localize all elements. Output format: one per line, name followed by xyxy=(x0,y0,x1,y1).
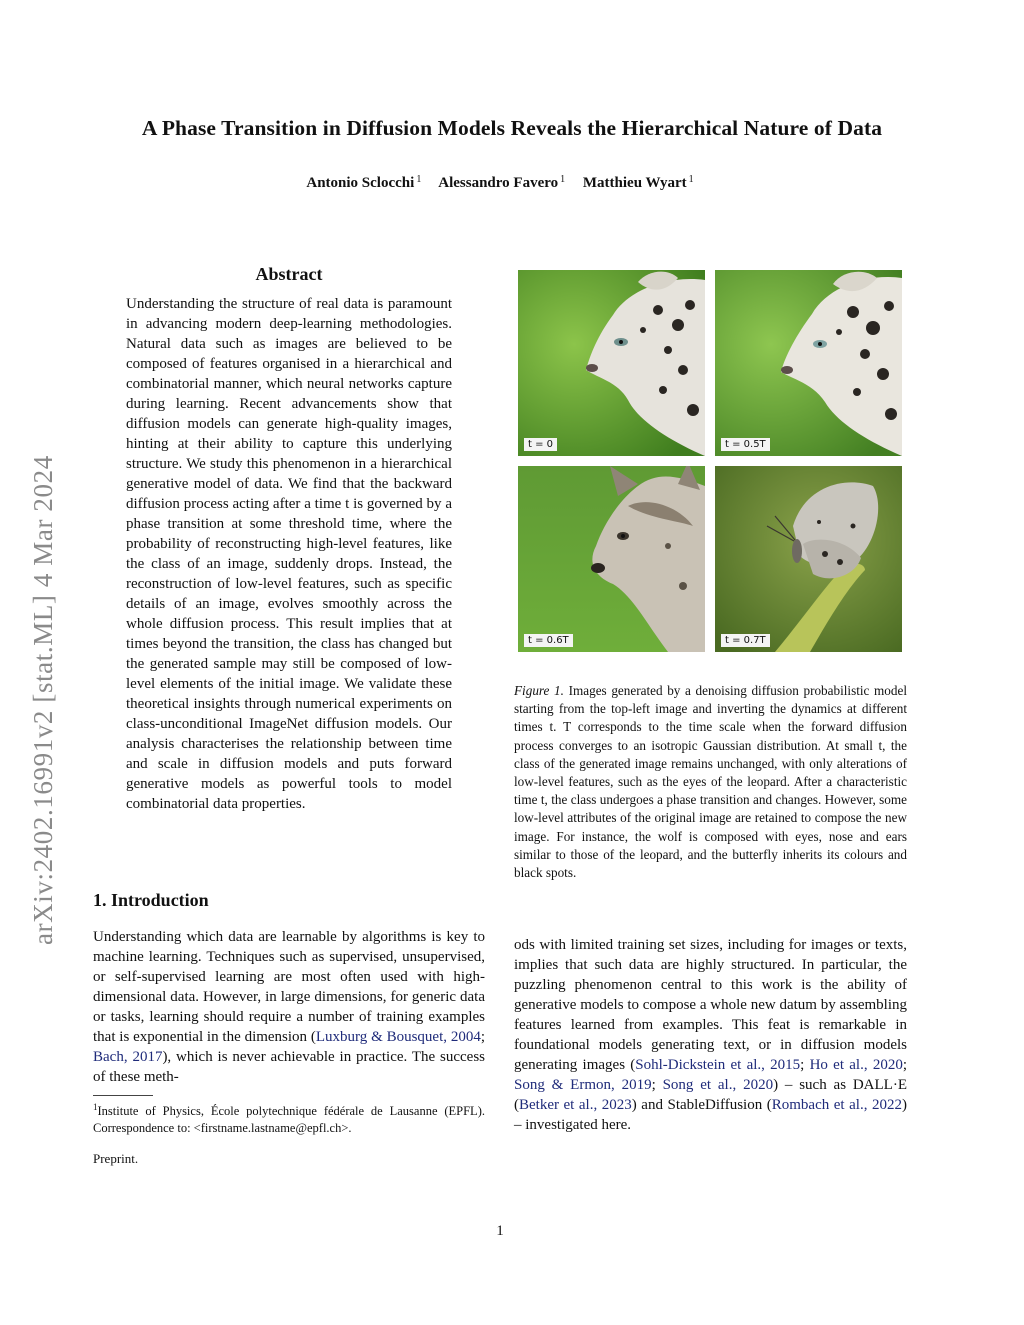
page-number: 1 xyxy=(496,1223,504,1239)
section-heading-introduction: 1. Introduction xyxy=(93,890,209,910)
citation-link[interactable]: Rombach et al., 2022 xyxy=(771,1097,903,1113)
citation-link[interactable]: Bach, 2017 xyxy=(93,1049,163,1065)
figure-panel-leopard xyxy=(518,270,705,456)
time-label: t = 0.7T xyxy=(721,634,770,647)
footnote: $^1$Institute of Physics, École polytechnique fédérale de Lausanne (EPFL). Correspondence to: <firstname.lastname@epfl.ch>. xyxy=(93,1102,485,1135)
author-name: Antonio Sclocchi xyxy=(306,175,415,191)
author-affiliation: 1 xyxy=(560,174,566,185)
author-list xyxy=(0,174,1000,192)
author-name: Alessandro Favero xyxy=(438,175,559,191)
citation-link[interactable]: Sohl-Dickstein et al., 2015 xyxy=(635,1057,801,1073)
footnote-rule xyxy=(93,1095,153,1096)
author-affiliation: 1 xyxy=(688,174,694,185)
intro-paragraph-left: Understanding which data are learnable by algorithms is key to machine learning. Techniques such as supervised, unsupervised, or self-supervised learning are most often used with high-dimensional data. However, in large dimensions, for generic data or tasks, learning should require a number of training examples that is exponential in the dimension (Luxburg & Bousquet, 2004; Bach, 2017), which is never achievable in practice. The success of these meth- xyxy=(93,929,486,1085)
abstract-text: Understanding the structure of real data is paramount in advancing modern deep-learning methodologies. Natural data such as images are believed to be composed of features organised in a hierarchical and combinatorial manner, which neural networks capture during learning. Recent advancements show that diffusion models can generate high-quality images, hinting at their ability to capture this underlying structure. We study this phenomenon in a hierarchical generative model of data. We find that the backward diffusion process acting after a time t is governed by a phase transition at some threshold time, where the probability of reconstructing high-level features, like the class of an image, suddenly drops. Instead, the reconstruction of low-level features, such as specific details of an image, evolves smoothly across the whole diffusion process. This result implies that at times beyond the transition, the class has changed but the generated sample may still be composed of low-level elements of the initial image. We validate these theoretical insights through numerical experiments on class-unconditional ImageNet diffusion models. Our analysis characterises the relationship between time and scale in diffusion models and puts forward generative models as powerful tools to model combinatorial data properties. xyxy=(126,296,452,812)
paper-title: A Phase Transition in Diffusion Models Reveals the Hierarchical Nature of Data xyxy=(141,116,883,140)
author-affiliation: 1 xyxy=(416,174,422,185)
time-label: t = 0.5T xyxy=(721,438,770,451)
time-label: t = 0 xyxy=(524,438,557,451)
author-name: Matthieu Wyart xyxy=(582,175,687,191)
citation-link[interactable]: Song & Ermon, 2019 xyxy=(514,1077,652,1093)
arxiv-stamp-text: arXiv:2402.16991v2 [stat.ML] 4 Mar 2024 xyxy=(28,455,58,945)
citation-link[interactable]: Ho et al., 2020 xyxy=(809,1057,903,1073)
intro-paragraph-right: ods with limited training set sizes, including for images or texts, implies that such data are highly structured. In particular, the puzzling phenomenon central to this work is the ability of generative models to compose a whole new datum by assembling features learned from examples. This feat is remarkable in foundational models generating text, or in diffusion models generating images (Sohl-Dickstein et al., 2015; Ho et al., 2020; Song & Ermon, 2019; Song et al., 2020) – such as DALL·E (Betker et al., 2023) and StableDiffusion (Rombach et al., 2022) – investigated here. xyxy=(514,937,908,1133)
figure-panel-butterfly xyxy=(715,466,902,652)
abstract-heading: Abstract xyxy=(255,264,323,284)
figure-1 xyxy=(518,270,902,652)
preprint-label: Preprint. xyxy=(93,1151,139,1166)
citation-link[interactable]: Song et al., 2020 xyxy=(662,1077,774,1093)
figure-panel-wolf xyxy=(518,466,705,652)
figure-caption: Figure 1. Images generated by a denoising diffusion probabilistic model starting from the top-left image and inverting the dynamics at different times t. T corresponds to the time scale when the forward diffusion process converges to an isotropic Gaussian distribution. At small t, the class of the generated image remains unchanged, with only alterations of low-level features, such as the eyes of the leopard. After a characteristic time t, the class undergoes a phase transition and changes. However, some low-level attributes of the original image are retained to compose the new image. For instance, the wolf is composed with eyes, nose and ears similar to those of the leopard, and the butterfly inherits its colours and black spots. xyxy=(514,683,908,881)
time-label: t = 0.6T xyxy=(524,634,573,647)
figure-panel-leopard-altered xyxy=(715,270,902,456)
citation-link[interactable]: Luxburg & Bousquet, 2004 xyxy=(315,1029,481,1045)
citation-link[interactable]: Betker et al., 2023 xyxy=(519,1097,632,1113)
